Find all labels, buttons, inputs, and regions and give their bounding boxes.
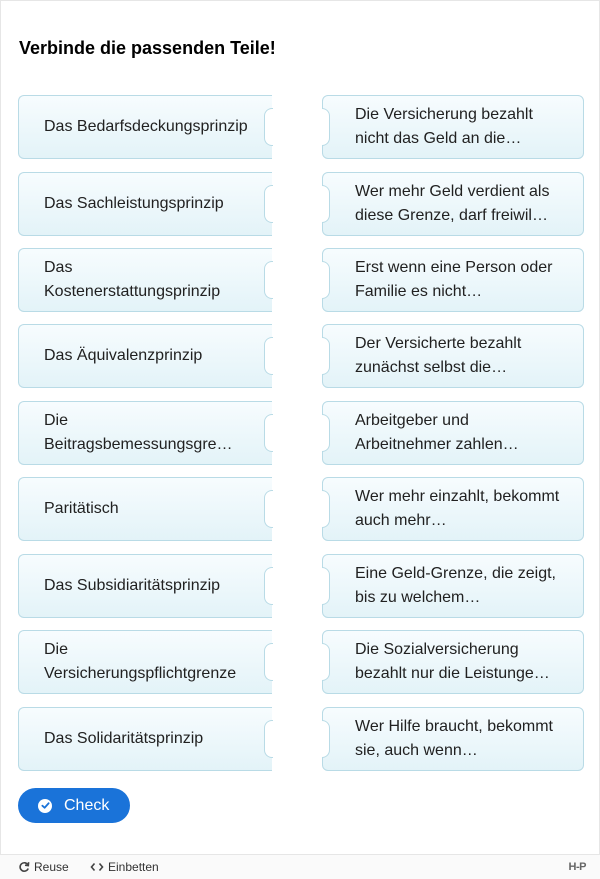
right-piece-label: Arbeitgeber und Arbeitnehmer zahlen… [355, 412, 519, 453]
left-piece-label: Das Solidaritätsprinzip [44, 730, 204, 747]
right-piece-label: Eine Geld-Grenze, die zeigt, bis zu welchem… [355, 565, 556, 606]
embed-label: Einbetten [108, 860, 159, 874]
right-piece-label: Wer Hilfe braucht, bekommt sie, auch wenn… [355, 718, 553, 759]
embed-button[interactable] [90, 860, 159, 874]
puzzle-knob [322, 490, 330, 528]
left-piece-9[interactable] [18, 707, 272, 771]
left-piece-label: Das Sachleistungsprinzip [44, 195, 224, 212]
right-piece-label: Die Sozialversicherung bezahlt nur die Leistunge… [355, 641, 550, 682]
h5p-logo[interactable]: H-P [568, 861, 586, 873]
right-piece-label: Erst wenn eine Person oder Familie es nicht… [355, 259, 553, 300]
puzzle-knob [322, 261, 330, 299]
left-piece-3[interactable] [18, 248, 272, 312]
code-icon [90, 862, 104, 872]
right-piece-6[interactable] [322, 477, 584, 541]
refresh-icon [18, 861, 30, 873]
puzzle-tab [264, 490, 273, 528]
left-piece-label: Paritätisch [44, 500, 119, 517]
left-piece-label: Die Beitragsbemessungsgre… [44, 412, 233, 453]
right-piece-label: Wer mehr einzahlt, bekommt auch mehr… [355, 488, 560, 529]
left-piece-6[interactable] [18, 477, 272, 541]
right-piece-3[interactable] [322, 248, 584, 312]
right-piece-1[interactable] [322, 95, 584, 159]
right-piece-4[interactable] [322, 324, 584, 388]
puzzle-knob [322, 337, 330, 375]
puzzle-knob [322, 720, 330, 758]
task-title: Verbinde die passenden Teile! [19, 38, 276, 58]
right-piece-2[interactable] [322, 172, 584, 236]
left-piece-label: Das Kostenerstattungsprinzip [44, 259, 221, 300]
puzzle-tab [264, 337, 273, 375]
left-piece-2[interactable] [18, 172, 272, 236]
right-piece-7[interactable] [322, 554, 584, 618]
puzzle-tab [264, 185, 273, 223]
puzzle-tab [264, 643, 273, 681]
left-piece-1[interactable] [18, 95, 272, 159]
right-piece-5[interactable] [322, 401, 584, 465]
check-circle-icon [38, 799, 52, 813]
puzzle-knob [322, 414, 330, 452]
puzzle-tab [264, 720, 273, 758]
check-button[interactable] [18, 788, 130, 823]
right-piece-9[interactable] [322, 707, 584, 771]
left-piece-5[interactable] [18, 401, 272, 465]
puzzle-tab [264, 108, 273, 146]
puzzle-knob [322, 185, 330, 223]
puzzle-tab [264, 567, 273, 605]
reuse-button[interactable] [18, 860, 69, 874]
left-piece-8[interactable] [18, 630, 272, 694]
puzzle-tab [264, 261, 273, 299]
right-piece-8[interactable] [322, 630, 584, 694]
right-piece-label: Die Versicherung bezahlt nicht das Geld an die… [355, 106, 533, 147]
reuse-label: Reuse [34, 860, 69, 874]
puzzle-knob [322, 108, 330, 146]
check-button-label: Check [64, 797, 110, 814]
puzzle-knob [322, 643, 330, 681]
left-piece-label: Das Subsidiaritätsprinzip [44, 577, 221, 594]
left-piece-label: Die Versicherungspflichtgrenze [44, 641, 237, 682]
footer-bar [0, 854, 600, 879]
left-piece-label: Das Äquivalenzprinzip [44, 347, 203, 364]
puzzle-knob [322, 567, 330, 605]
left-piece-label: Das Bedarfsdeckungsprinzip [44, 118, 248, 135]
left-piece-4[interactable] [18, 324, 272, 388]
right-piece-label: Wer mehr Geld verdient als diese Grenze, darf freiwil… [355, 183, 550, 224]
right-piece-label: Der Versicherte bezahlt zunächst selbst die… [355, 335, 522, 376]
puzzle-tab [264, 414, 273, 452]
left-piece-7[interactable] [18, 554, 272, 618]
